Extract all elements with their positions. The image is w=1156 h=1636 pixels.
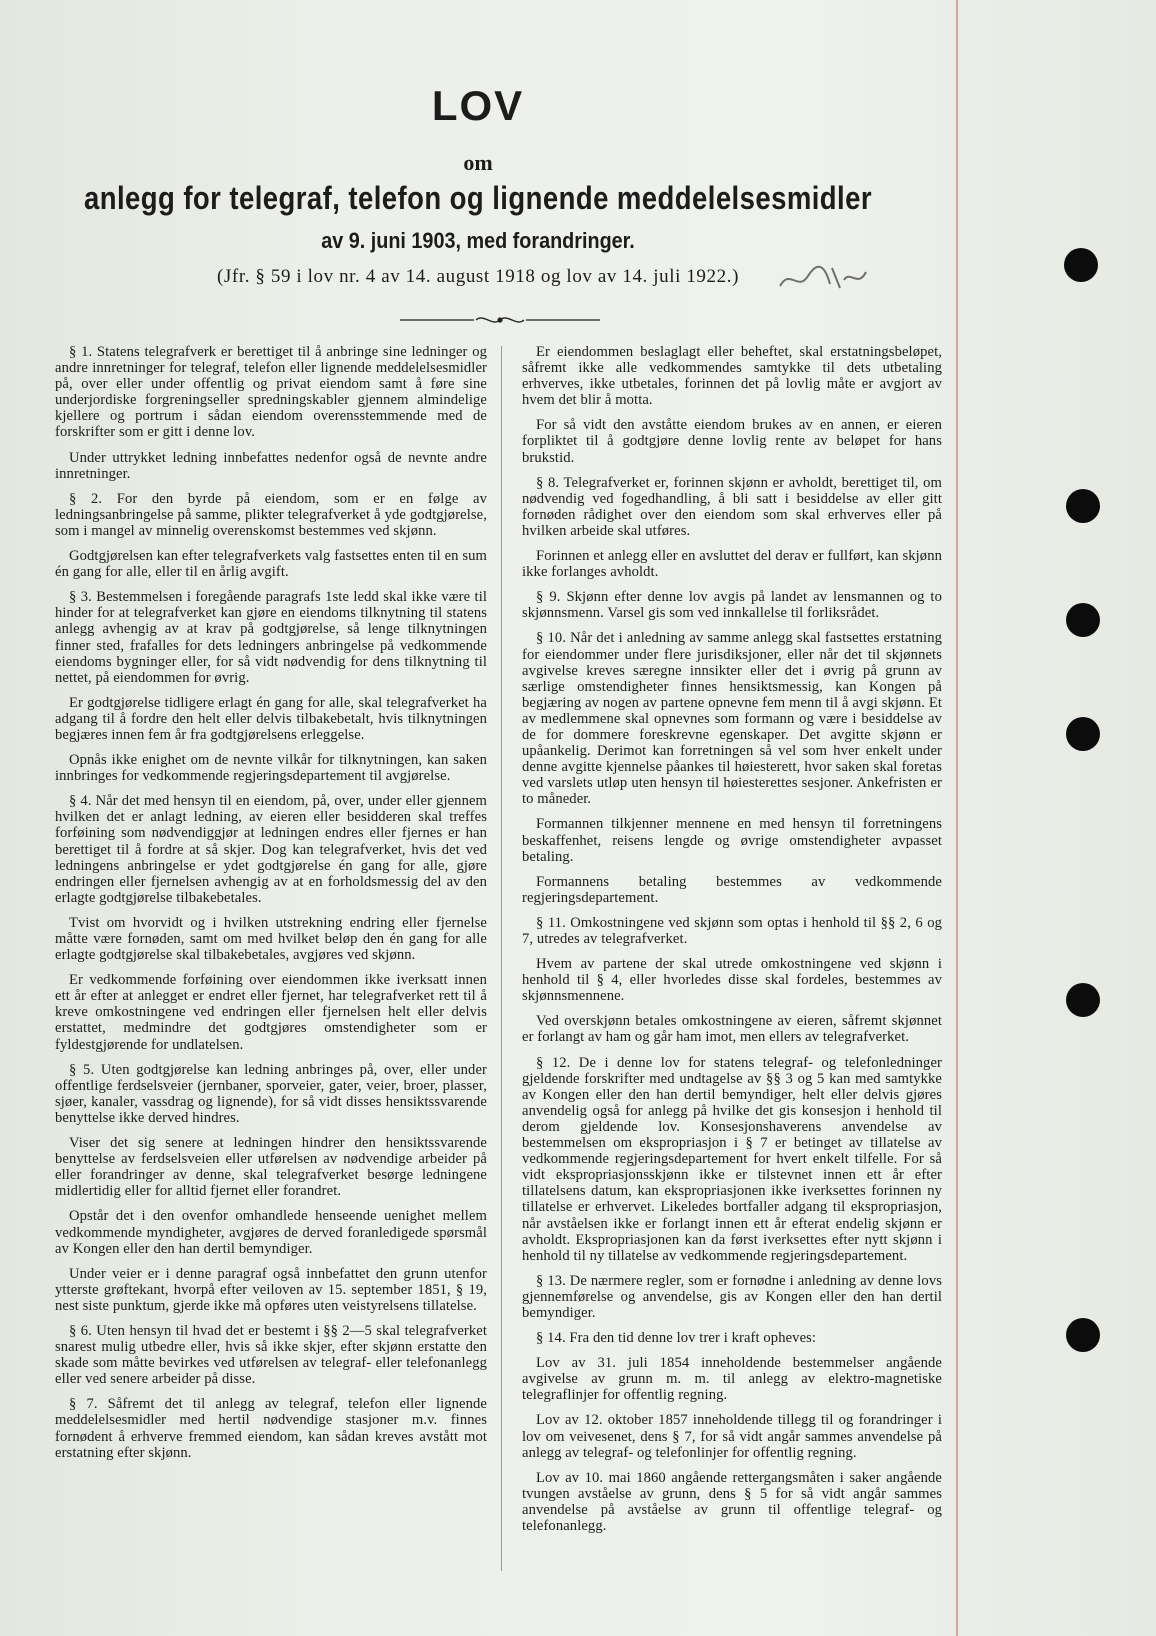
paragraph: Hvem av partene der skal utrede omkostningene ved skjønn i henhold til § 4, eller hvorledes disse skal fordeles, bestemmes av skjønnsmennene. xyxy=(522,956,942,1005)
punch-hole xyxy=(1066,603,1100,637)
paragraph: Under veier er i denne paragraf også innbefattet den grunn utenfor ytterste grøftekant, hvorpå efter veiloven av 15. september 1851, § 19, nest siste punktum, gjerde ikke må opføres uten veistyrelsens tillatelse. xyxy=(55,1265,487,1314)
punch-hole xyxy=(1066,983,1100,1017)
punch-hole xyxy=(1064,248,1098,282)
paragraph: Lov av 12. oktober 1857 inneholdende tillegg til og forandringer i lov om veivesenet, dens § 7, for så vidt angår sammes anvendelse på anlegg av telegraf- og telefonlinjer for offentlig regning. xyxy=(522,1412,942,1461)
paragraph: Forinnen et anlegg eller en avsluttet del derav er fullført, kan skjønn ikke forlanges avholdt. xyxy=(522,548,942,581)
paragraph: § 2. For den byrde på eiendom, som er en følge av ledningsanbringelse på samme, plikter telegrafverket å yde godtgjørelse, som i mangel av minnelig overenskomst bestemmes ved skjønn. xyxy=(55,490,487,539)
paragraph: Er eiendommen beslaglagt eller beheftet, skal erstatningsbeløpet, såfremt ikke alle vedkommendes samtykke til dets utbetaling erhverves, ikke utbetales, forinnen det på lovlig måte er avgjort av hvem det blir å motta. xyxy=(522,344,942,409)
paragraph: § 4. Når det med hensyn til en eiendom, på, over, under eller gjennem hvilken det er anlagt ledning, av eieren eller besidderen skal treffes forføining som nødvendiggjør at ledningen endres eller fjernes er han berettiget til å fordre at så skjer. Dog kan telegrafverket, hvis det ved ledningens anbringelse er ydet godtgjørelse én gang for alle, gjøre endringen eller fjernelsen avhengig av at en forholdsmessig del av den erlagte godtgjørelse tilbakebetales. xyxy=(55,793,487,906)
paragraph: § 11. Omkostningene ved skjønn som optas i henhold til §§ 2, 6 og 7, utredes av telegrafverket. xyxy=(522,914,942,947)
paragraph: Opnås ikke enighet om de nevnte vilkår for tilknytningen, kan saken innbringes for vedkommende regjeringsdepartement til avgjørelse. xyxy=(55,752,487,785)
law-title: LOV xyxy=(431,82,525,129)
paragraph: § 8. Telegrafverket er, forinnen skjønn er avholdt, berettiget til, om nødvendig ved fogedhandling, å bli satt i besiddelse av eller gitt fornøden rådighet over den eiendom som skal erhverves eller på hvilken arbeide skal utføres. xyxy=(522,474,942,539)
paragraph: Under uttrykket ledning innbefattes nedenfor også de nevnte andre innretninger. xyxy=(55,449,487,482)
law-subtitle: anlegg for telegraf, telefon og lignende meddelelsesmidler xyxy=(83,180,873,216)
punch-hole xyxy=(1066,1318,1100,1352)
red-margin-line xyxy=(956,0,958,1636)
left-column xyxy=(55,344,487,1470)
punch-hole xyxy=(1066,489,1100,523)
paragraph: Viser det sig senere at ledningen hindrer den hensiktssvarende benyttelse av ferdselsveien eller utførelsen av nødvendige arbeider på eller forandringer av denne, skal telegrafverket besørge ledningene midlertidig eller for alltid fjernet eller forandret. xyxy=(55,1135,487,1200)
paragraph: For så vidt den avståtte eiendom brukes av en annen, er eieren forpliktet til å godtgjøre denne lovlig rente av beløpet for hans brukstid. xyxy=(522,417,942,466)
paragraph: § 3. Bestemmelsen i foregående paragrafs 1ste ledd skal ikke være til hinder for at telegrafverket kan gjøre en eiendoms tilknytning til statens anlegg avhengig av at krav på godtgjørelse, så lenge tilknytningen finner sted, frafalles for dets ledningers anbringelse på vedkommende eiendoms bygninger eller, for så vidt nødvendig for dens tilknytning til nettet, på eiendommen for øvrig. xyxy=(55,589,487,686)
paragraph: Er godtgjørelse tidligere erlagt én gang for alle, skal telegrafverket ha adgang til å fordre den helt eller delvis tilbakebetalt, hvis tilknytningen begjæres innen fem år fra godtgjørelsens erleggelse. xyxy=(55,694,487,743)
right-column xyxy=(522,344,942,1543)
paragraph: § 13. De nærmere regler, som er fornødne i anledning av denne lovs gjennemførelse og anvendelse, gis av Kongen eller den han dertil bemyndiger. xyxy=(522,1272,942,1321)
column-divider xyxy=(501,346,502,1571)
paragraph: Formannen tilkjenner mennene en med hensyn til forretningens beskaffenhet, reisens lengde og øvrige omstendigheter avpasset betaling. xyxy=(522,816,942,865)
paragraph: § 1. Statens telegrafverk er berettiget til å anbringe sine ledninger og andre innretninger for telegraf, telefon eller lignende meddelelsesmidler på, over eller under offentlig og privat eiendom samt å føre sine underjordiske forgreningseller spredningskabler gjennem almindelige kjellere og portrum i sådan eiendom overensstemmende med de forskrifter som er gitt i denne lov. xyxy=(55,344,487,441)
paragraph: Tvist om hvorvidt og i hvilken utstrekning endring eller fjernelse måtte være fornøden, samt om med hvilket beløp den én gang for alle erlagte godtgjørelse skal tilbakebetales, avgjøres ved skjønn. xyxy=(55,914,487,964)
paragraph: § 12. De i denne lov for statens telegraf- og telefonledninger gjeldende forskrifter med undtagelse av §§ 3 og 5 kan med samtykke av Kongen eller den han dertil bemyndiger, helt eller delvis gjøres anvendelig også for anlegg på hvilke det gis konsesjon i henhold til derom gjeldende lov. Konsesjonshaverens anvendelse av bestemmelsen om ekspropriasjon i § 7 er betinget av tillatelse av vedkommende regjeringsdepartement for hvert enkelt tilfelle. For så vidt ekspropriasjonsskjønn ikke er tilstevnet innen ett år efter tillatelsens datum, kan ekspropriasjonen ikke iverksettes forinnen ny tillatelse er erhvervet. Likeledes bortfaller adgang til ekspropriasjon, når avståelsen ikke er forlangt innen ett år efterat endelig skjønn er avholdt. Ekspropriasjonen kan da først iverksettes efter nytt skjønn i henhold til ny tillatelse av vedkommende regjeringsdepartement. xyxy=(522,1054,942,1264)
ornament-divider xyxy=(400,310,600,330)
law-reference: (Jfr. § 59 i lov nr. 4 av 14. august 1918 og lov av 14. juli 1922.) xyxy=(216,266,740,287)
paragraph: § 7. Såfremt det til anlegg av telegraf, telefon eller lignende meddelelsesmidler med hertil nødvendige stasjoner m.v. finnes fornødent å erhverve fremmed eiendom, kan sådan kreves avstått mot erstatning efter skjønn. xyxy=(55,1396,487,1461)
paragraph: Lov av 31. juli 1854 inneholdende bestemmelser angående avgivelse av grunn m. m. til anlegg av elektro-magnetiske telegraflinjer for offentlig regning. xyxy=(522,1355,942,1404)
law-date-line: av 9. juni 1903, med forandringer. xyxy=(321,228,635,253)
paragraph: § 9. Skjønn efter denne lov avgis på landet av lensmannen og to skjønnsmenn. Varsel gis som ved innkallelse til forliksrådet. xyxy=(522,589,942,622)
title-connector: om xyxy=(463,150,493,175)
paragraph: Er vedkommende forføining over eiendommen ikke iverksatt innen ett år efter at anlegget er endret eller fjernet, har telegrafverket rett til å kreve omkostningene ved endringen eller fjernelsen helt eller delvis erstattet, medmindre det godtgjøres omstendigheter som er fyldestgjørende for undlatelsen. xyxy=(55,972,487,1053)
paragraph: § 5. Uten godtgjørelse kan ledning anbringes på, over, eller under offentlige ferdselsveier (jernbaner, sporveier, gater, veier, broer, plasser, sjøer, kanaler, vassdrag og lignende), for så vidt disses hensiktssvarende benyttelse ikke derved hindres. xyxy=(55,1061,487,1126)
paragraph: Opstår det i den ovenfor omhandlede henseende uenighet mellem vedkommende myndigheter, avgjøres de derved foranledigede spørsmål av Kongen eller den han dertil bemyndiger. xyxy=(55,1208,487,1257)
paragraph: § 10. Når det i anledning av samme anlegg skal fastsettes erstatning for eiendommer under flere jurisdiksjoner, eller når det til skjønnets avgivelse kreves særegne innsikter eller det i øvrig på grunn av særlige omstendigheter finnes hensiktsmessig, kan Kongen på begjæring av nogen av partene opnevne fem menn til å avgi skjønn. Et av medlemmene skal opnevnes som formann og være i besiddelse av de for dommere foreskrevne egenskaper. Det avgitte skjønn er upåankelig. Derimot kan forretningen så vel som hver enkelt under denne avgitte kjennelse påankes til høiesterett, hvor saken skal foretas ved varslets utløp uten hensyn til høiesterettes sesjoner. Ankefristen er to måneder. xyxy=(522,630,942,808)
paragraph: Ved overskjønn betales omkostningene av eieren, såfremt skjønnet er forlangt av ham og går ham imot, men ellers av telegrafverket. xyxy=(522,1013,942,1046)
paragraph: Formannens betaling bestemmes av vedkommende regjeringsdepartement. xyxy=(522,873,942,906)
punch-hole xyxy=(1066,717,1100,751)
paragraph: § 6. Uten hensyn til hvad det er bestemt i §§ 2—5 skal telegrafverket snarest mulig utbedre eller, hvis så ikke skjer, efter skjønn erstatte den skade som måtte bevirkes ved utførelsen av telegraf- eller telefonanlegg eller ved senere arbeider på disse. xyxy=(55,1322,487,1388)
paragraph: Godtgjørelsen kan efter telegrafverkets valg fastsettes enten til en sum én gang for alle, eller til en årlig avgift. xyxy=(55,548,487,581)
paragraph: § 14. Fra den tid denne lov trer i kraft opheves: xyxy=(536,1330,817,1347)
paragraph: Lov av 10. mai 1860 angående rettergangsmåten i saker angående tvungen avståelse av grunn, dens § 5 for så vidt angår sammes anvendelse på avståelse av grunn til offentlige telegraf- og telefonanlegg. xyxy=(522,1469,942,1534)
handwritten-mark xyxy=(770,258,880,298)
